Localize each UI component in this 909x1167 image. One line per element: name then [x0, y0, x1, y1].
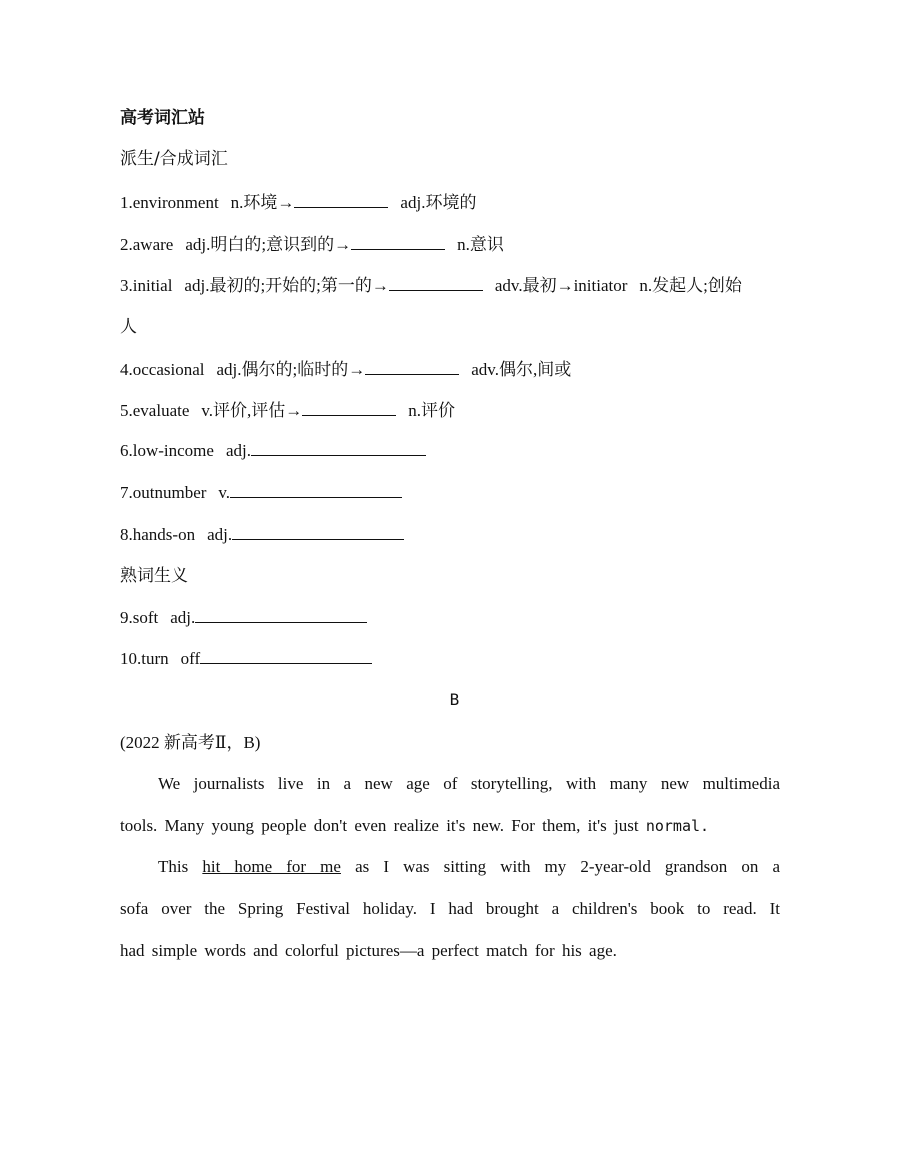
answer-blank[interactable]: [351, 233, 445, 250]
vocab-definition: adj.明白的;意识到的→: [185, 235, 352, 254]
vocab-word: 4.occasional: [120, 360, 205, 379]
passage-text: as I was sitting with my 2-year-old grandson on a: [355, 857, 781, 876]
vocab-word: 9.soft: [120, 608, 159, 627]
passage-label: B: [449, 690, 460, 709]
vocab-word: 3.initial: [120, 276, 173, 295]
vocab-definition: v.评价,评估→: [201, 401, 303, 420]
vocab-item-3: [120, 274, 742, 297]
vocab-word: 6.low-income: [120, 441, 214, 460]
vocab-item-1: [120, 191, 476, 214]
vocab-item-8: [120, 523, 404, 546]
vocab-word: 1.environment: [120, 193, 219, 212]
vocab-word: 10.turn: [120, 649, 169, 668]
vocab-definition: off: [180, 649, 201, 668]
vocab-definition: adj.: [225, 441, 251, 460]
passage-text: tools. Many young people don't even realize it's new. For them, it's just: [120, 816, 639, 835]
answer-blank[interactable]: [232, 523, 404, 540]
vocab-target-2: n.发起人;创始: [639, 276, 742, 295]
vocab-word: 2.aware: [120, 235, 174, 254]
vocab-item-6: [120, 439, 426, 462]
passage-text: This: [158, 857, 189, 876]
section-familiar-title: 熟词生义: [120, 566, 188, 586]
vocab-definition: adj.最初的;开始的;第一的→: [184, 276, 389, 295]
answer-blank[interactable]: [251, 439, 426, 456]
vocab-target: adv.最初→initiator: [494, 276, 628, 295]
vocab-item-4: [120, 358, 571, 381]
passage-paragraph-2-line-1: [120, 856, 780, 878]
vocab-definition: adj.偶尔的;临时的→: [216, 360, 366, 379]
passage-paragraph-2-line-2: sofa over the Spring Festival holiday. I had brought a children's book to read. It: [120, 899, 780, 918]
vocab-item-3-continued: 人: [120, 317, 137, 336]
vocab-word: 8.hands-on: [120, 525, 196, 544]
answer-blank[interactable]: [200, 647, 372, 664]
vocab-definition: n.环境→: [230, 193, 295, 212]
vocab-item-5: [120, 399, 455, 422]
answer-blank[interactable]: [302, 399, 396, 416]
vocab-definition: adj.: [170, 608, 196, 627]
vocab-item-9: [120, 606, 367, 629]
answer-blank[interactable]: [230, 481, 402, 498]
section-derived-title: 派生/合成词汇: [120, 149, 228, 169]
answer-blank[interactable]: [294, 191, 388, 208]
vocab-target: adv.偶尔,间或: [471, 360, 572, 379]
passage-text-normal: normal.: [645, 817, 710, 835]
vocab-target: n.评价: [408, 401, 456, 420]
answer-blank[interactable]: [365, 358, 459, 375]
vocab-target: adj.环境的: [400, 193, 477, 212]
vocab-word: 5.evaluate: [120, 401, 190, 420]
passage-source: (2022 新高考Ⅱ，B): [120, 733, 261, 752]
answer-blank[interactable]: [389, 274, 483, 291]
vocab-item-7: [120, 481, 402, 504]
vocab-target: n.意识: [457, 235, 504, 254]
vocab-word: 7.outnumber: [120, 483, 207, 502]
vocab-item-10: [120, 647, 372, 670]
passage-paragraph-1-line-1: We journalists live in a new age of storytelling, with many new multimedia: [158, 774, 780, 793]
vocab-definition: adj.: [207, 525, 233, 544]
page-heading: 高考词汇站: [120, 108, 205, 127]
vocab-item-2: [120, 233, 504, 256]
underlined-phrase: hit home for me: [202, 857, 341, 876]
passage-paragraph-1-line-2: [120, 815, 780, 837]
passage-paragraph-2-line-3: had simple words and colorful pictures—a perfect match for his age.: [120, 941, 617, 960]
vocab-definition: v.: [218, 483, 231, 502]
answer-blank[interactable]: [195, 606, 367, 623]
